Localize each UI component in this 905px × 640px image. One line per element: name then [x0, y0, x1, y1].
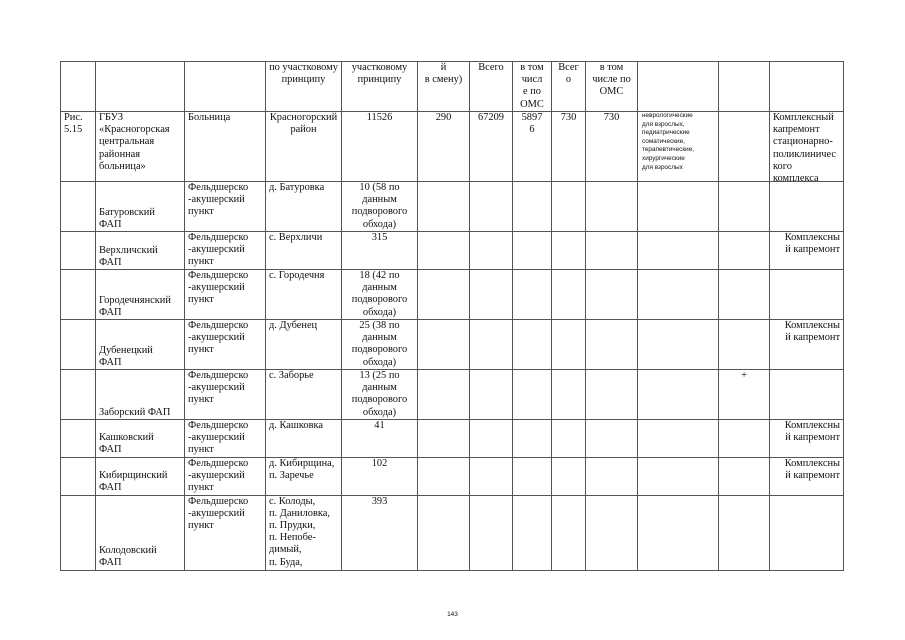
renovation-note: Комплексный капремонт стационарно- поликлиничес кого комплекса — [770, 112, 844, 182]
locality: с. Колоды, п. Даниловка, п. Прудки, п. Непобе- димый, п. Буда, — [266, 495, 342, 570]
page-number: 143 — [447, 611, 458, 618]
locality: д. Батуровка — [266, 182, 342, 232]
facility-type: Фельдшерско -акушерский пункт — [185, 495, 266, 570]
fap-row — [61, 182, 844, 232]
fap-row — [61, 457, 844, 495]
facility-name: Батуровский ФАП — [96, 182, 185, 232]
beds-total — [552, 420, 586, 458]
locality: с. Заборье — [266, 370, 342, 420]
visits-per-shift: 290 — [418, 112, 470, 182]
visits-per-shift — [418, 182, 470, 232]
beds-oms — [586, 270, 638, 320]
header-cell — [719, 62, 770, 112]
figure-ref: Рис. 5.15 — [61, 112, 96, 182]
facility-name: Верхличский ФАП — [96, 232, 185, 270]
facility-name: Колодовский ФАП — [96, 495, 185, 570]
renovation-note: Комплексны й капремонт — [770, 457, 844, 495]
total-visits-oms — [513, 420, 552, 458]
beds-oms: 730 — [586, 112, 638, 182]
figure-ref — [61, 182, 96, 232]
total-visits — [470, 232, 513, 270]
fap-row — [61, 420, 844, 458]
header-cell — [61, 62, 96, 112]
bed-profile — [638, 370, 719, 420]
population: 10 (58 по данным подворового обхода) — [342, 182, 418, 232]
figure-ref — [61, 270, 96, 320]
total-visits — [470, 495, 513, 570]
beds-total — [552, 182, 586, 232]
population: 41 — [342, 420, 418, 458]
figure-ref — [61, 232, 96, 270]
facility-name: Кибирщинский ФАП — [96, 457, 185, 495]
header-cell: й в смену) — [418, 62, 470, 112]
mark — [719, 232, 770, 270]
empty-cell — [719, 112, 770, 182]
figure-ref — [61, 320, 96, 370]
facilities-table — [60, 61, 844, 571]
bed-profile — [638, 420, 719, 458]
population: 25 (38 по данным подворового обхода) — [342, 320, 418, 370]
hospital-row — [61, 112, 844, 182]
locality: с. Верхличи — [266, 232, 342, 270]
header-cell: в том числе по ОМС — [586, 62, 638, 112]
fap-row — [61, 320, 844, 370]
bed-profile — [638, 182, 719, 232]
beds-total — [552, 270, 586, 320]
total-visits — [470, 270, 513, 320]
visits-per-shift — [418, 320, 470, 370]
header-cell: Всег о — [552, 62, 586, 112]
facility-type: Фельдшерско -акушерский пункт — [185, 457, 266, 495]
locality: Красногорский район — [266, 112, 342, 182]
visits-per-shift — [418, 420, 470, 458]
visits-per-shift — [418, 270, 470, 320]
facility-name: Заборский ФАП — [96, 370, 185, 420]
figure-ref — [61, 420, 96, 458]
facility-name: Городечнянский ФАП — [96, 270, 185, 320]
total-visits — [470, 320, 513, 370]
renovation-note: Комплексны й капремонт — [770, 232, 844, 270]
visits-per-shift — [418, 232, 470, 270]
header-row — [61, 62, 844, 112]
total-visits-oms — [513, 270, 552, 320]
fap-row — [61, 370, 844, 420]
mark — [719, 320, 770, 370]
header-cell — [96, 62, 185, 112]
total-visits — [470, 182, 513, 232]
header-cell: по участковому принципу — [266, 62, 342, 112]
renovation-note: Комплексны й капремонт — [770, 420, 844, 458]
fap-row — [61, 270, 844, 320]
total-visits-oms — [513, 370, 552, 420]
renovation-note — [770, 495, 844, 570]
population: 393 — [342, 495, 418, 570]
renovation-note — [770, 370, 844, 420]
total-visits-oms — [513, 457, 552, 495]
beds-oms — [586, 495, 638, 570]
total-visits-oms — [513, 320, 552, 370]
figure-ref — [61, 370, 96, 420]
bed-profile — [638, 320, 719, 370]
facility-name: ГБУЗ «Красногорская центральная районная больница» — [96, 112, 185, 182]
mark — [719, 182, 770, 232]
locality: д. Кашковка — [266, 420, 342, 458]
population: 315 — [342, 232, 418, 270]
beds-total — [552, 232, 586, 270]
header-cell — [185, 62, 266, 112]
facility-type: Фельдшерско -акушерский пункт — [185, 370, 266, 420]
facility-type: Фельдшерско -акушерский пункт — [185, 232, 266, 270]
figure-ref — [61, 495, 96, 570]
header-cell — [638, 62, 719, 112]
header-cell: в том числ е по ОМС — [513, 62, 552, 112]
bed-profile — [638, 270, 719, 320]
locality: д. Кибирщина, п. Заречье — [266, 457, 342, 495]
population: 13 (25 по данным подворового обхода) — [342, 370, 418, 420]
population: 102 — [342, 457, 418, 495]
facility-type: Фельдшерско -акушерский пункт — [185, 320, 266, 370]
mark — [719, 495, 770, 570]
total-visits — [470, 370, 513, 420]
population: 11526 — [342, 112, 418, 182]
beds-oms — [586, 320, 638, 370]
mark — [719, 270, 770, 320]
fap-row — [61, 495, 844, 570]
total-visits-oms: 5897 6 — [513, 112, 552, 182]
total-visits — [470, 420, 513, 458]
visits-per-shift — [418, 370, 470, 420]
beds-total — [552, 370, 586, 420]
renovation-note: Комплексны й капремонт — [770, 320, 844, 370]
renovation-note — [770, 182, 844, 232]
beds-total: 730 — [552, 112, 586, 182]
total-visits — [470, 457, 513, 495]
mark — [719, 420, 770, 458]
total-visits-oms — [513, 182, 552, 232]
population: 18 (42 по данным подворового обхода) — [342, 270, 418, 320]
facility-type: Фельдшерско -акушерский пункт — [185, 420, 266, 458]
facility-type: Больница — [185, 112, 266, 182]
bed-profile — [638, 495, 719, 570]
bed-profile: неврологические для взрослых, педиатрические соматические, терапевтические, хирургические для взрослых — [638, 112, 719, 182]
beds-total — [552, 495, 586, 570]
renovation-note — [770, 270, 844, 320]
visits-per-shift — [418, 457, 470, 495]
total-visits-oms — [513, 495, 552, 570]
beds-total — [552, 457, 586, 495]
beds-oms — [586, 232, 638, 270]
total-visits-oms — [513, 232, 552, 270]
locality: д. Дубенец — [266, 320, 342, 370]
total-visits: 67209 — [470, 112, 513, 182]
visits-per-shift — [418, 495, 470, 570]
facility-type: Фельдшерско -акушерский пункт — [185, 182, 266, 232]
header-cell: участковому принципу — [342, 62, 418, 112]
beds-oms — [586, 370, 638, 420]
bed-profile — [638, 232, 719, 270]
facility-type: Фельдшерско -акушерский пункт — [185, 270, 266, 320]
header-cell — [770, 62, 844, 112]
beds-oms — [586, 182, 638, 232]
mark — [719, 457, 770, 495]
fap-row — [61, 232, 844, 270]
facility-name: Кашковский ФАП — [96, 420, 185, 458]
header-cell: Всего — [470, 62, 513, 112]
mark: + — [719, 370, 770, 420]
beds-oms — [586, 420, 638, 458]
locality: с. Городечня — [266, 270, 342, 320]
figure-ref — [61, 457, 96, 495]
beds-total — [552, 320, 586, 370]
facility-name: Дубенецкий ФАП — [96, 320, 185, 370]
bed-profile — [638, 457, 719, 495]
beds-oms — [586, 457, 638, 495]
